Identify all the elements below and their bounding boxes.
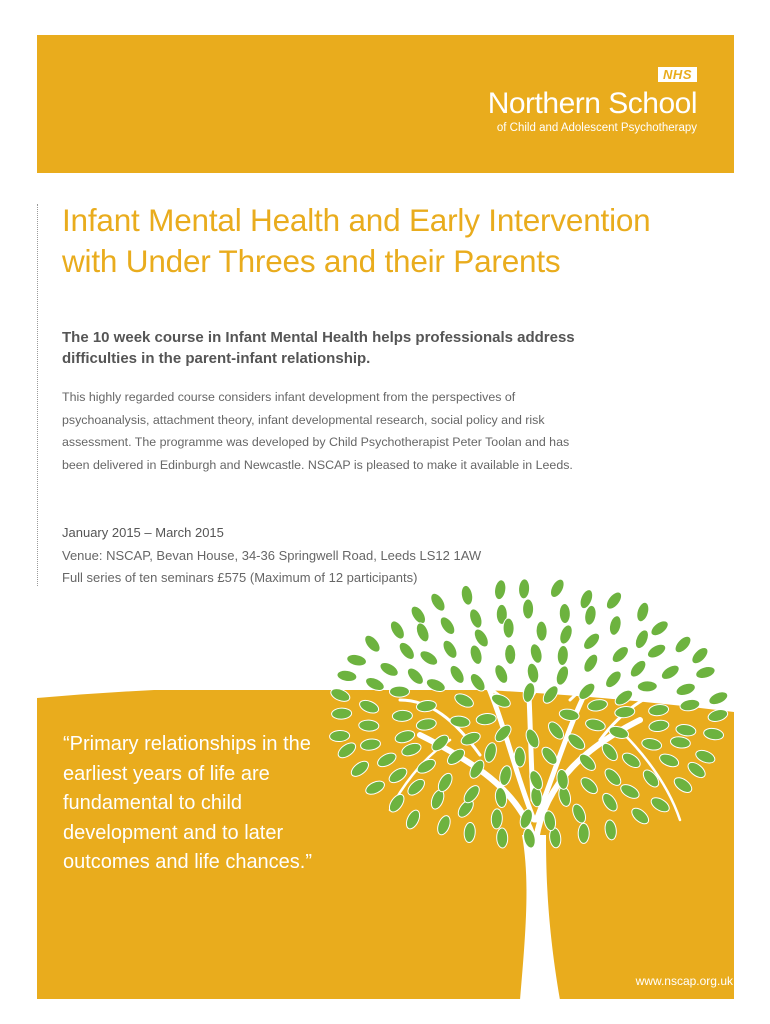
organisation-subtitle: of Child and Adolescent Psychotherapy bbox=[496, 122, 697, 134]
course-subtitle: The 10 week course in Infant Mental Health helps professionals address difficulties in the parent-infant relationship. bbox=[62, 329, 575, 367]
tree-leaf bbox=[471, 627, 491, 650]
website-link[interactable]: www.nscap.org.uk bbox=[635, 974, 733, 988]
tree-branch bbox=[600, 590, 660, 660]
course-dates: January 2015 – March 2015 bbox=[62, 525, 224, 540]
tree-leaf bbox=[428, 591, 448, 614]
tree-leaf bbox=[396, 640, 417, 662]
tree-leaf bbox=[528, 642, 544, 664]
tree-leaf bbox=[648, 618, 671, 639]
tree-leaf bbox=[672, 633, 694, 655]
tree-leaf bbox=[554, 664, 571, 687]
tree-leaf bbox=[689, 645, 711, 667]
tree-leaf bbox=[603, 668, 625, 690]
tree-branch bbox=[410, 600, 470, 660]
tree-leaf bbox=[608, 614, 623, 636]
tree-leaf bbox=[557, 645, 569, 666]
tree-leaf bbox=[603, 589, 624, 611]
tree-leaf bbox=[468, 644, 484, 666]
tree-leaf bbox=[583, 604, 597, 626]
course-price: Full series of ten seminars £575 (Maximum of 12 participants) bbox=[62, 570, 418, 585]
tree-leaf bbox=[378, 660, 401, 679]
tree-leaf bbox=[536, 621, 548, 641]
header-band bbox=[37, 35, 734, 173]
tree-leaf bbox=[336, 669, 357, 683]
dotted-divider bbox=[37, 204, 38, 586]
nhs-logo: NHS bbox=[658, 67, 697, 82]
tree-leaf bbox=[635, 601, 651, 623]
course-title: Infant Mental Health and Early Intervention with Under Threes and their Parents bbox=[62, 202, 651, 279]
quote-text: “Primary relationships in the earliest years of life are fundamental to child development and to later outcomes and life chances.” bbox=[63, 733, 313, 873]
tree-leaf bbox=[557, 623, 574, 646]
tree-leaf bbox=[581, 630, 603, 652]
tree-leaf bbox=[581, 652, 601, 675]
tree-branch bbox=[530, 610, 580, 700]
tree-leaf bbox=[526, 662, 541, 684]
tree-leaf bbox=[659, 662, 682, 682]
course-description: This highly regarded course considers infant development from the perspectives of psychoanalysis, attachment theory, infant developmental research, social policy and risk assessment. The programme was developed by Child Psychotherapist Peter Toolan and has been delivered in Edinburgh and Newcastle. NSCAP is pleased to make it available in Leeds. bbox=[62, 390, 573, 472]
course-venue: Venue: NSCAP, Bevan House, 34-36 Springwell Road, Leeds LS12 1AW bbox=[62, 547, 482, 563]
tree-leaf bbox=[388, 619, 408, 642]
tree-leaf bbox=[492, 663, 510, 686]
tree-leaf bbox=[440, 638, 460, 661]
organisation-name: Northern School bbox=[487, 87, 697, 120]
tree-leaf bbox=[414, 621, 432, 644]
tree-leaf bbox=[633, 628, 651, 651]
tree-leaf bbox=[609, 644, 631, 666]
tree-leaf bbox=[447, 663, 467, 686]
tree-leaf bbox=[467, 607, 484, 630]
tree-leaf bbox=[496, 604, 507, 624]
tree-leaf bbox=[504, 644, 516, 664]
tree-leaf bbox=[523, 599, 534, 619]
tree-leaf bbox=[627, 658, 648, 680]
tree-leaf bbox=[408, 604, 428, 627]
tree-leaf bbox=[578, 588, 596, 611]
tree-leaf bbox=[694, 664, 716, 680]
tree-branch bbox=[490, 600, 530, 690]
tree-leaf bbox=[559, 603, 571, 623]
tree-leaf bbox=[346, 653, 368, 668]
tree-leaf bbox=[503, 618, 514, 638]
tree-leaf bbox=[437, 614, 457, 637]
course-details bbox=[62, 522, 582, 590]
tree-leaf bbox=[645, 641, 668, 660]
tree-leaf bbox=[417, 648, 440, 668]
tree-leaf bbox=[405, 665, 427, 687]
tree-leaf bbox=[362, 632, 383, 654]
